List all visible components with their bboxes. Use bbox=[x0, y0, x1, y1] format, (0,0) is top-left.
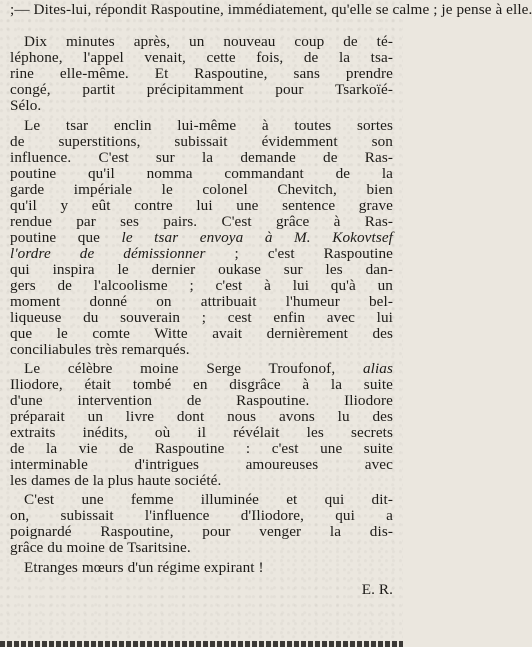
article-line: grâce du moine de Tsaritsine. bbox=[10, 539, 191, 556]
article-line: gers de l'alcoolisme ; c'est à lui qu'à un bbox=[10, 277, 393, 294]
article-line: poutine que le tsar envoya à M. Kokovtsef bbox=[10, 229, 393, 246]
article-line: congé, partit précipitamment pour Tsarkoïé- bbox=[10, 81, 393, 98]
article-line: d'une intervention de Raspoutine. Iliodore bbox=[10, 392, 393, 409]
article-line: C'est une femme illuminée et qui dit- bbox=[24, 491, 393, 508]
article-line: Iliodore, était tombé en disgrâce à la suite bbox=[10, 376, 393, 393]
italic-phrase: l'ordre de démissionner bbox=[10, 245, 206, 262]
article-line: Le tsar enclin lui-même à toutes sortes bbox=[24, 117, 393, 134]
article-line: rendue par ses pairs. C'est grâce à Ras- bbox=[10, 213, 393, 230]
article-line: les dames de la plus haute société. bbox=[10, 472, 222, 489]
article-line: préparait un livre dont nous avons lu des bbox=[10, 408, 393, 425]
italic-phrase: le tsar envoya à M. Kokovtsef bbox=[121, 229, 393, 246]
article-line: qu'il y eût contre lui une sentence grave bbox=[10, 197, 393, 214]
author-signature: E. R. bbox=[361, 581, 393, 598]
article-line: qui inspira le dernier oukase sur les dan- bbox=[10, 261, 393, 278]
article-line: poutine qu'il nomma commandant de la bbox=[10, 165, 393, 182]
article-line: l'ordre de démissionner ; c'est Raspoutine bbox=[10, 245, 394, 262]
article-line: on, subissait l'influence d'Iliodore, qui a bbox=[10, 507, 393, 524]
article-line: garde impériale le colonel Chevitch, bien bbox=[10, 181, 393, 198]
article-line: rine elle-même. Et Raspoutine, sans prendre bbox=[10, 65, 393, 82]
article-line: Dix minutes après, un nouveau coup de té- bbox=[24, 33, 393, 50]
article-line: influence. C'est sur la demande de Ras- bbox=[10, 149, 393, 166]
article-line: Le célèbre moine Serge Troufonof, alias bbox=[24, 360, 393, 377]
article-line: Sélo. bbox=[10, 97, 42, 114]
article-line: ;— Dites-lui, répondit Raspoutine, immédiatement, qu'elle se calme ; je pense à elle. bbox=[10, 1, 532, 18]
article-line: interminable d'intrigues amoureuses avec bbox=[10, 456, 393, 473]
article-line: de superstitions, subissait évidemment son bbox=[10, 133, 393, 150]
column-bottom-rule bbox=[0, 641, 403, 647]
article-line: Etranges mœurs d'un régime expirant ! bbox=[24, 559, 264, 576]
article-line: léphone, l'appel venait, cette fois, de la tsa- bbox=[10, 49, 393, 66]
italic-phrase: alias bbox=[362, 360, 393, 377]
article-line: liqueuse du souverain ; cest enfin avec lui bbox=[10, 309, 393, 326]
article-line: poignardé Raspoutine, pour venger la dis- bbox=[10, 523, 393, 540]
article-line: extraits inédits, où il révélait les secrets bbox=[10, 424, 393, 441]
article-line: moment donné on attribuait l'humeur bel- bbox=[10, 293, 393, 310]
article-line: conciliabules très remarqués. bbox=[10, 341, 190, 358]
article-line: de la vie de Raspoutine : c'est une suite bbox=[10, 440, 393, 457]
article-line: que le comte Witte avait dernièrement des bbox=[10, 325, 393, 342]
